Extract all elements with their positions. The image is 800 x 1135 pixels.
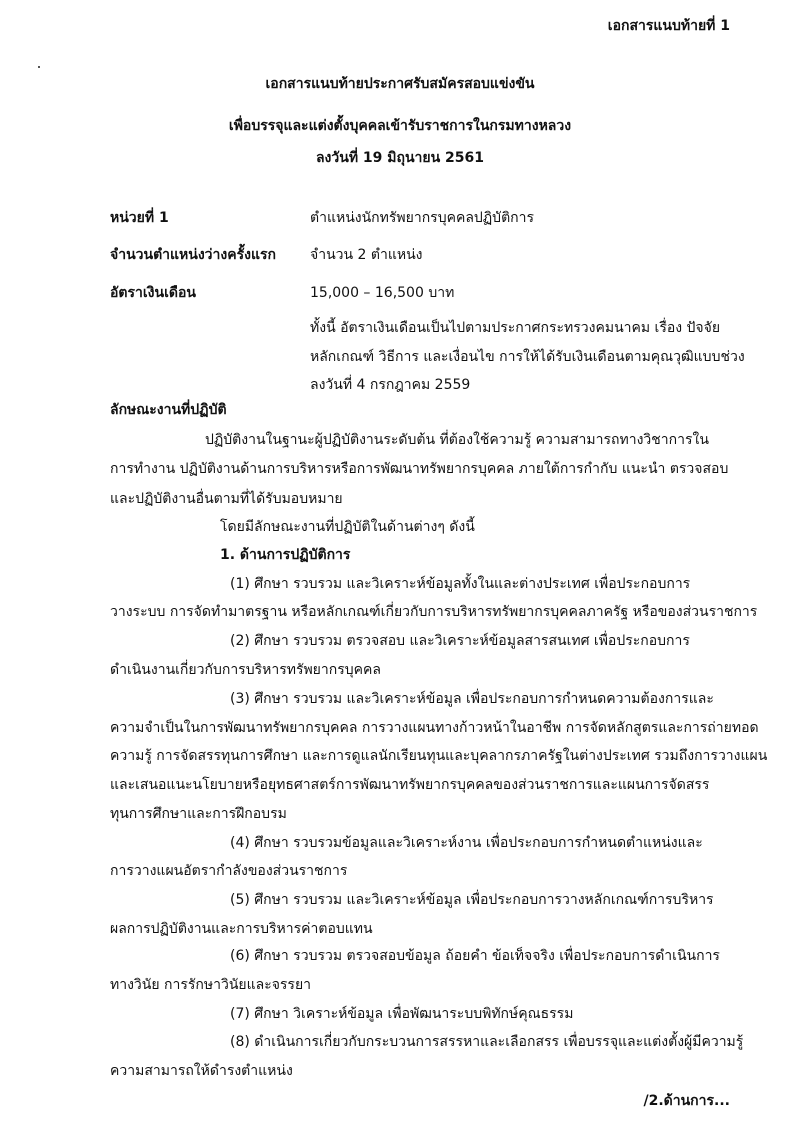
item-5-line: ผลการปฏิบัติงานและการบริหารค่าตอบแทน	[110, 921, 373, 937]
item-8-line: ความสามารถให้ดำรงตำแหน่ง	[110, 1063, 293, 1079]
item-3-line: (3) ศึกษา รวบรวม และวิเคราะห์ข้อมูล เพื่อประกอบการกำหนดความต้องการและ	[230, 691, 714, 707]
item-4-line: (4) ศึกษา รวบรวมข้อมูลและวิเคราะห์งาน เพื่อประกอบการกำหนดตำแหน่งและ	[230, 835, 703, 851]
intro-line: และปฏิบัติงานอื่นตามที่ได้รับมอบหมาย	[110, 491, 343, 507]
item-8-line: (8) ดำเนินการเกี่ยวกับกระบวนการสรรหาและเลือกสรร เพื่อบรรจุและแต่งตั้งผู้มีความรู้	[230, 1034, 744, 1050]
salary-note-line: หลักเกณฑ์ วิธีการ และเงื่อนไข การให้ได้รับเงินเดือนตามคุณวุฒิแบบช่วง	[310, 349, 745, 365]
item-1-line: (1) ศึกษา รวบรวม และวิเคราะห์ข้อมูลทั้งในและต่างประเทศ เพื่อประกอบการ	[230, 576, 691, 592]
item-3-line: ทุนการศึกษาและการฝึกอบรม	[110, 806, 287, 822]
intro-line-2: โดยมีลักษณะงานที่ปฏิบัติในด้านต่างๆ ดังนี้	[220, 519, 475, 535]
continuation-note: /2.ด้านการ...	[643, 1093, 730, 1109]
title-line-1: เอกสารแนบท้ายประกาศรับสมัครสอบแข่งขัน	[265, 76, 535, 92]
item-3-line: และเสนอแนะนโยบายหรือยุทธศาสตร์การพัฒนาทรัพยากรบุคคลของส่วนราชการและแผนการจัดสรร	[110, 777, 710, 793]
field-label-unit: หน่วยที่ 1	[110, 210, 169, 226]
attachment-label: เอกสารแนบท้ายที่ 1	[607, 18, 730, 34]
intro-line: ปฏิบัติงานในฐานะผู้ปฏิบัติงานระดับต้น ที่ต้องใช้ความรู้ ความสามารถทางวิชาการใน	[205, 432, 709, 448]
sub-heading: 1. ด้านการปฏิบัติการ	[220, 547, 351, 563]
field-value-salary: 15,000 – 16,500 บาท	[310, 285, 455, 301]
item-6-line: ทางวินัย การรักษาวินัยและจรรยา	[110, 977, 312, 993]
item-7-line: (7) ศึกษา วิเคราะห์ข้อมูล เพื่อพัฒนาระบบพิทักษ์คุณธรรม	[230, 1006, 574, 1022]
section-heading: ลักษณะงานที่ปฏิบัติ	[110, 402, 227, 418]
intro-line: การทำงาน ปฏิบัติงานด้านการบริหารหรือการพัฒนาทรัพยากรบุคคล ภายใต้การกำกับ แนะนำ ตรวจสอบ	[110, 461, 729, 477]
title-line-3: ลงวันที่ 19 มิถุนายน 2561	[315, 150, 485, 166]
field-value-vacancies: จำนวน 2 ตำแหน่ง	[310, 247, 423, 263]
salary-note-line: ทั้งนี้ อัตราเงินเดือนเป็นไปตามประกาศกระทรวงคมนาคม เรื่อง ปัจจัย	[310, 320, 721, 336]
title-line-2: เพื่อบรรจุและแต่งตั้งบุคคลเข้ารับราชการในกรมทางหลวง	[228, 118, 572, 134]
item-1-line: วางระบบ การจัดทำมาตรฐาน หรือหลักเกณฑ์เกี่ยวกับการบริหารทรัพยากรบุคคลภาครัฐ หรือของส่วนราชการ	[110, 604, 758, 620]
salary-note-line: ลงวันที่ 4 กรกฎาคม 2559	[310, 377, 471, 393]
item-6-line: (6) ศึกษา รวบรวม ตรวจสอบข้อมูล ถ้อยคำ ข้อเท็จจริง เพื่อประกอบการดำเนินการ	[230, 948, 720, 964]
scan-speck	[38, 66, 40, 68]
item-3-line: ความจำเป็นในการพัฒนาทรัพยากรบุคคล การวางแผนทางก้าวหน้าในอาชีพ การจัดหลักสูตรและการถ่ายทอด	[110, 720, 759, 736]
field-label-salary: อัตราเงินเดือน	[110, 285, 196, 301]
item-2-line: (2) ศึกษา รวบรวม ตรวจสอบ และวิเคราะห์ข้อมูลสารสนเทศ เพื่อประกอบการ	[230, 633, 690, 649]
item-3-line: ความรู้ การจัดสรรทุนการศึกษา และการดูแลนักเรียนทุนและบุคลากรภาครัฐในต่างประเทศ รวมถึงการวางแผน	[110, 748, 768, 764]
item-4-line: การวางแผนอัตรากำลังของส่วนราชการ	[110, 863, 348, 879]
field-value-unit: ตำแหน่งนักทรัพยากรบุคคลปฏิบัติการ	[310, 210, 535, 226]
item-5-line: (5) ศึกษา รวบรวม และวิเคราะห์ข้อมูล เพื่อประกอบการวางหลักเกณฑ์การบริหาร	[230, 892, 714, 908]
item-2-line: ดำเนินงานเกี่ยวกับการบริหารทรัพยากรบุคคล	[110, 662, 381, 678]
field-label-vacancies: จำนวนตำแหน่งว่างครั้งแรก	[110, 247, 276, 263]
